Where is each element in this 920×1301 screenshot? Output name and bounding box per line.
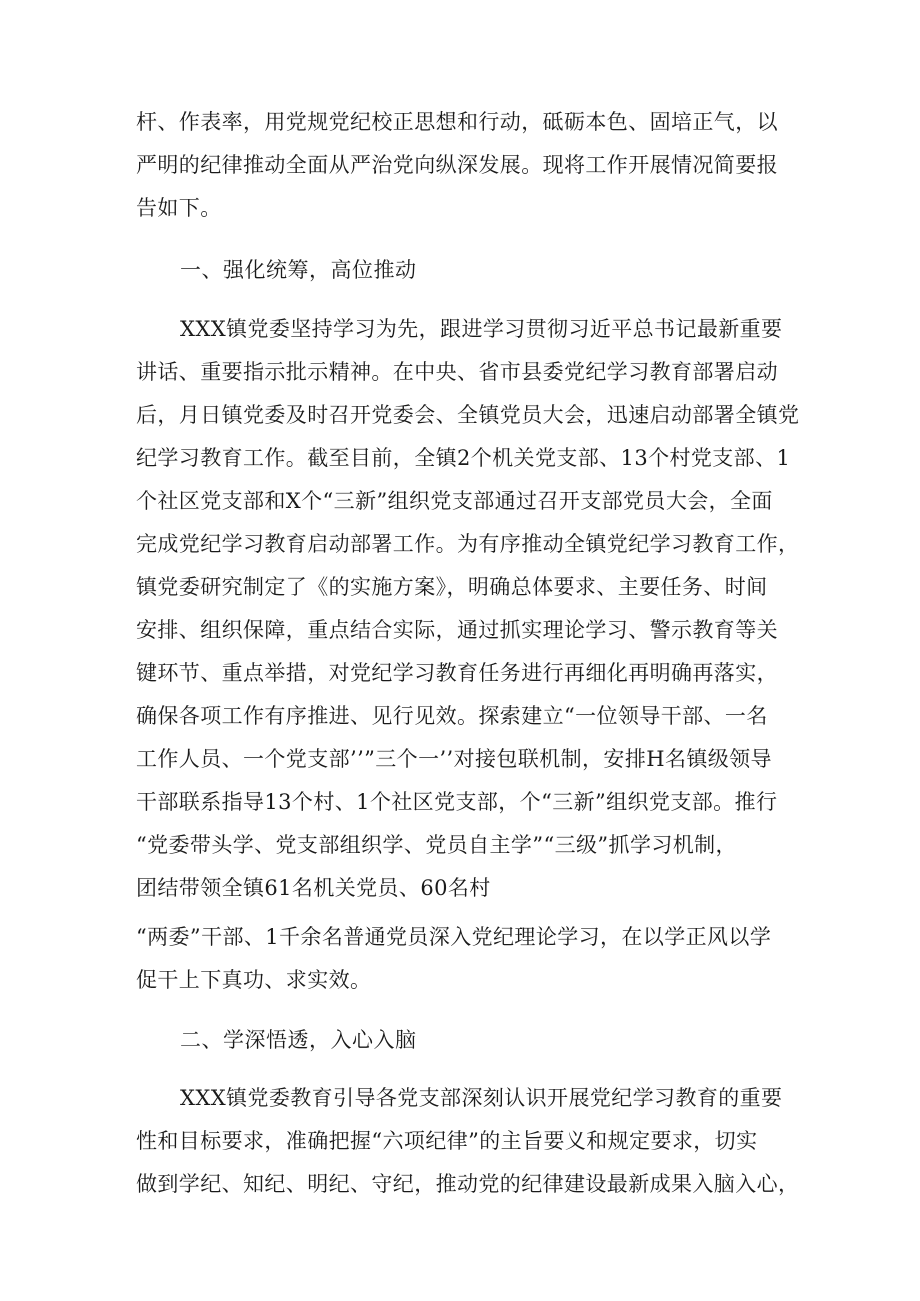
intro-line-2: 严明的纪律推动全面从严治党向纵深发展。现将工作开展情况简要报 xyxy=(136,153,778,177)
intro-line-3: 告如下。 xyxy=(136,196,222,220)
section-1-para-1-line-9: 键环节、重点举措，对党纪学习教育任务进行再细化再明确再落实， xyxy=(136,661,778,685)
section-1-para-1-line-5: 个社区党支部和X个“三新”组织党支部通过召开支部党员大会，全面 xyxy=(136,489,773,513)
section-1-para-1-line-13: “党委带头学、党支部组织学、党员自主学”“三级”抓学习机制， xyxy=(136,833,737,857)
section-2-para-1-line-1: XXX镇党委教育引导各党支部深刻认识开展党纪学习教育的重要 xyxy=(180,1086,783,1110)
section-1-para-1-line-8: 安排、组织保障，重点结合实际，通过抓实理论学习、警示教育等关 xyxy=(136,618,778,642)
section-1-para-2-line-2: 促干上下真功、求实效。 xyxy=(136,968,372,992)
intro-line-1: 杆、作表率，用党规党纪校正思想和行动，砥砺本色、固培正气，以 xyxy=(136,110,778,134)
section-2-para-1-line-3: 做到学纪、知纪、明纪、守纪，推动党的纪律建设最新成果入脑入心， xyxy=(136,1172,800,1196)
section-2-heading: 二、学深悟透，入心入脑 xyxy=(180,1028,417,1052)
section-1-para-1-line-6: 完成党纪学习教育启动部署工作。为有序推动全镇党纪学习教育工作， xyxy=(136,532,800,556)
section-1-para-1-line-4: 纪学习教育工作。截至目前，全镇2个机关党支部、13个村党支部、1 xyxy=(136,446,791,470)
section-1-para-1-line-10: 确保各项工作有序推进、见行见效。探索建立“一位领导干部、一名 xyxy=(136,704,768,728)
section-1-para-1-line-7: 镇党委研究制定了《的实施方案》，明确总体要求、主要任务、时间 xyxy=(136,575,768,599)
section-2-para-1-line-2: 性和目标要求，准确把握“六项纪律”的主旨要义和规定要求，切实 xyxy=(136,1129,758,1153)
section-1-para-1-line-12: 干部联系指导13个村、1个社区党支部，个“三新”组织党支部。推行 xyxy=(136,790,778,814)
section-1-para-1-line-2: 讲话、重要指示批示精神。在中央、省市县委党纪学习教育部署启动 xyxy=(136,360,778,384)
section-1-para-1-line-3: 后，月日镇党委及时召开党委会、全镇党员大会，迅速启动部署全镇党 xyxy=(136,403,800,427)
section-1-para-1-line-1: XXX镇党委坚持学习为先，跟进学习贯彻习近平总书记最新重要 xyxy=(180,317,783,341)
section-1-para-1-line-11: 工作人员、一个党支部’’”三个一’’对接包联机制，安排H名镇级领导 xyxy=(136,747,772,771)
section-1-para-2-line-1: “两委”干部、1千余名普通党员深入党纪理论学习，在以学正风以学 xyxy=(136,925,772,949)
section-1-para-1-line-14: 团结带领全镇61名机关党员、60名村 xyxy=(136,876,491,900)
section-1-heading: 一、强化统筹，高位推动 xyxy=(180,258,417,282)
